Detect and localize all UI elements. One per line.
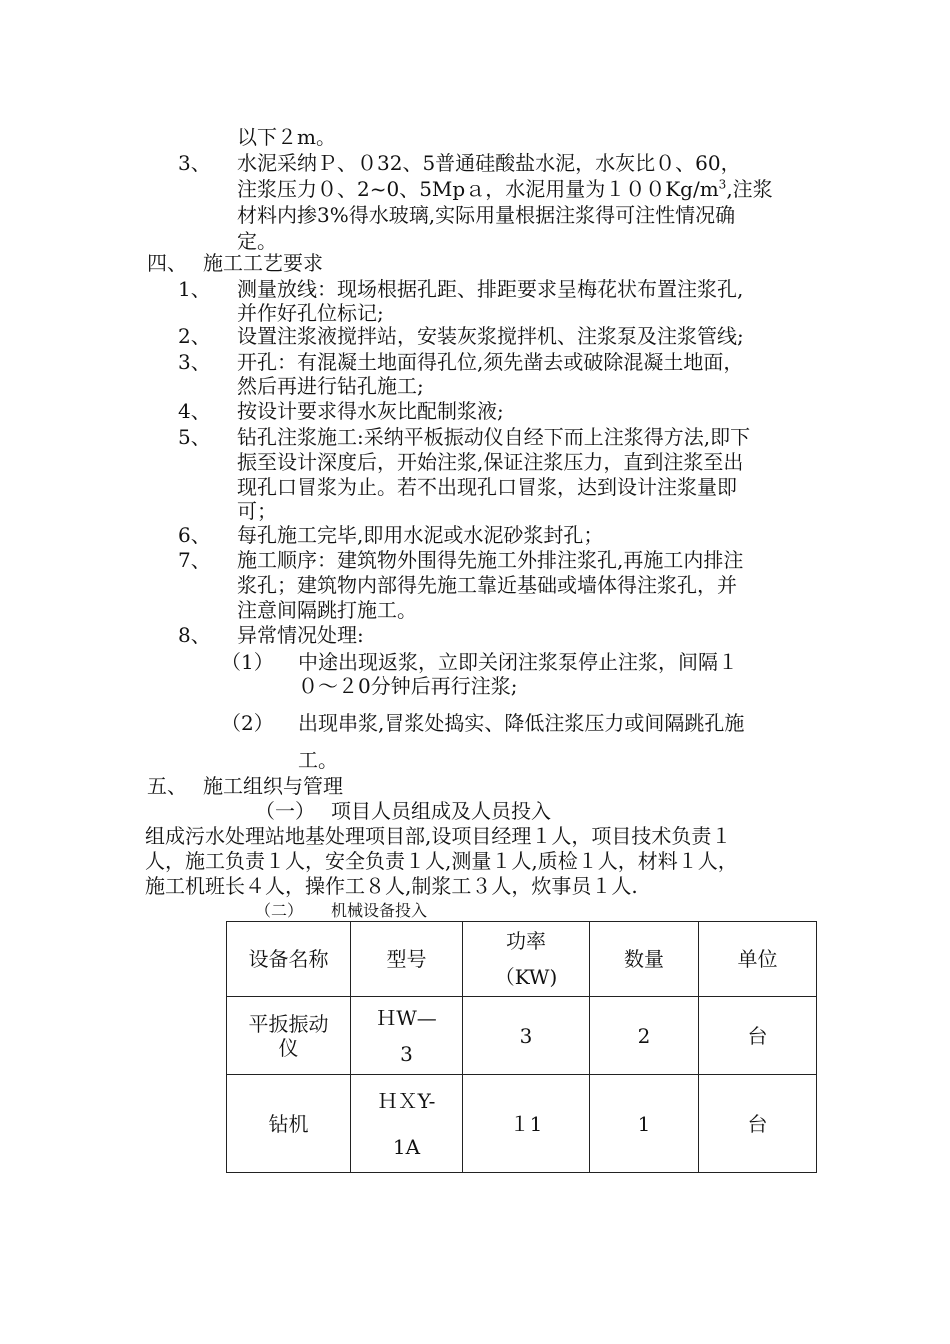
header-cell: 型号 [351,922,463,997]
subsection-heading: 机械设备投入 [331,901,428,920]
paragraph-line: 人，施工负责１人，安全负责１人,测量１人,质检１人，材料１人， [145,849,738,873]
table-cell: 2 [590,997,699,1075]
sub-list-number: （1） [221,650,274,674]
table-cell: １1 [463,1075,590,1173]
section-heading: 施工组织与管理 [203,774,343,798]
list-number: 3、 [178,350,211,374]
paragraph-line: 施工机班长４人，操作工８人,制浆工３人，炊事员１人. [145,874,638,898]
header-cell: 数量 [590,922,699,997]
header-cell [463,922,590,997]
cell-text: 平扳振动仪 [248,1011,329,1060]
text-line: 定。 [237,229,277,253]
text-segment: ,注浆 [726,177,773,201]
cell-line: 1A [392,1134,421,1159]
text-line: 然后再进行钻孔施工; [237,374,424,398]
text-line: ０～２0分钟后再行注浆; [298,674,518,698]
text-line: 浆孔；建筑物内部得先施工靠近基础或墙体得注浆孔，并 [237,573,737,597]
list-number: 8、 [178,623,211,647]
list-number: 7、 [178,548,211,572]
table-cell: 台 [699,997,817,1075]
cell-line: ＨW— [376,1005,437,1030]
text-line: 中途出现返浆，立即关闭注浆泵停止注浆，间隔１ [298,650,738,674]
table-cell: 台 [699,1075,817,1173]
text-line: 施工顺序：建筑物外围得先施工外排注浆孔,再施工内排注 [237,548,744,572]
table-header-row [227,922,817,997]
text-line [237,176,773,202]
section-number: 四、 [147,251,187,275]
text-line: 可； [237,499,277,523]
header-cell-line: （KW) [494,965,558,989]
text-line: 现孔口冒浆为止。若不出现孔口冒浆，达到设计注浆量即 [237,475,737,499]
table-cell [351,1075,463,1173]
list-number: 3、 [178,151,211,175]
list-number: 4、 [178,399,211,423]
text-line: 异常情况处理: [237,623,364,647]
subsection-number: （二） [255,901,304,920]
text-line: 材料内掺3%得水玻璃,实际用量根据注浆得可注性情况确 [237,203,736,227]
text-line: 测量放线：现场根据孔距、排距要求呈梅花状布置注浆孔, [237,277,744,301]
table-cell [227,997,351,1075]
table-cell: 1 [590,1075,699,1173]
subsection-heading: 项目人员组成及人员投入 [331,799,551,823]
table-row [227,1075,817,1173]
header-cell: 单位 [699,922,817,997]
list-number: 2、 [178,324,211,348]
table-cell [351,997,463,1075]
subsection-number: （一） [255,799,315,823]
superscript: 3 [718,177,727,192]
equipment-table [226,921,817,1173]
list-number: 5、 [178,425,211,449]
text-line: 注意间隔跳打施工。 [237,598,417,622]
list-number: 6、 [178,523,211,547]
text-line: 钻孔注浆施工:采纳平板振动仪自经下而上注浆得方法,即下 [237,425,751,449]
text-line: 以下２m。 [237,125,336,149]
text-line: 振至设计深度后，开始注浆,保证注浆压力，直到注浆至出 [237,450,744,474]
header-cell: 设备名称 [227,922,351,997]
cell-line: 3 [400,1041,413,1066]
text-line: 水泥采纳Ｐ、０32、5普通硅酸盐水泥，水灰比０、60， [237,151,741,175]
table-cell: 3 [463,997,590,1075]
list-number: 1、 [178,277,211,301]
text-line: 设置注浆液搅拌站，安装灰浆搅拌机、注浆泵及注浆管线; [237,324,744,348]
section-number: 五、 [147,774,187,798]
text-line: 并作好孔位标记; [237,301,384,325]
table-row [227,997,817,1075]
cell-line: ＨＸY- [377,1088,436,1113]
text-line: 开孔：有混凝土地面得孔位,须先凿去或破除混凝土地面， [237,350,744,374]
text-line: 每孔施工完毕,即用水泥或水泥砂浆封孔； [237,523,604,547]
text-line: 工。 [298,748,338,772]
header-cell-line: 功率 [506,929,546,953]
text-line: 出现串浆,冒浆处捣实、降低注浆压力或间隔跳孔施 [298,711,745,735]
paragraph-line: 组成污水处理站地基处理项目部,设项目经理１人，项目技术负责１ [145,824,732,848]
text-segment: 注浆压力０、2~0、5Mpａ，水泥用量为１００Kg/m [237,177,719,201]
table-cell: 钻机 [227,1075,351,1173]
sub-list-number: （2） [221,711,274,735]
section-heading: 施工工艺要求 [203,251,323,275]
text-line: 按设计要求得水灰比配制浆液; [237,399,504,423]
